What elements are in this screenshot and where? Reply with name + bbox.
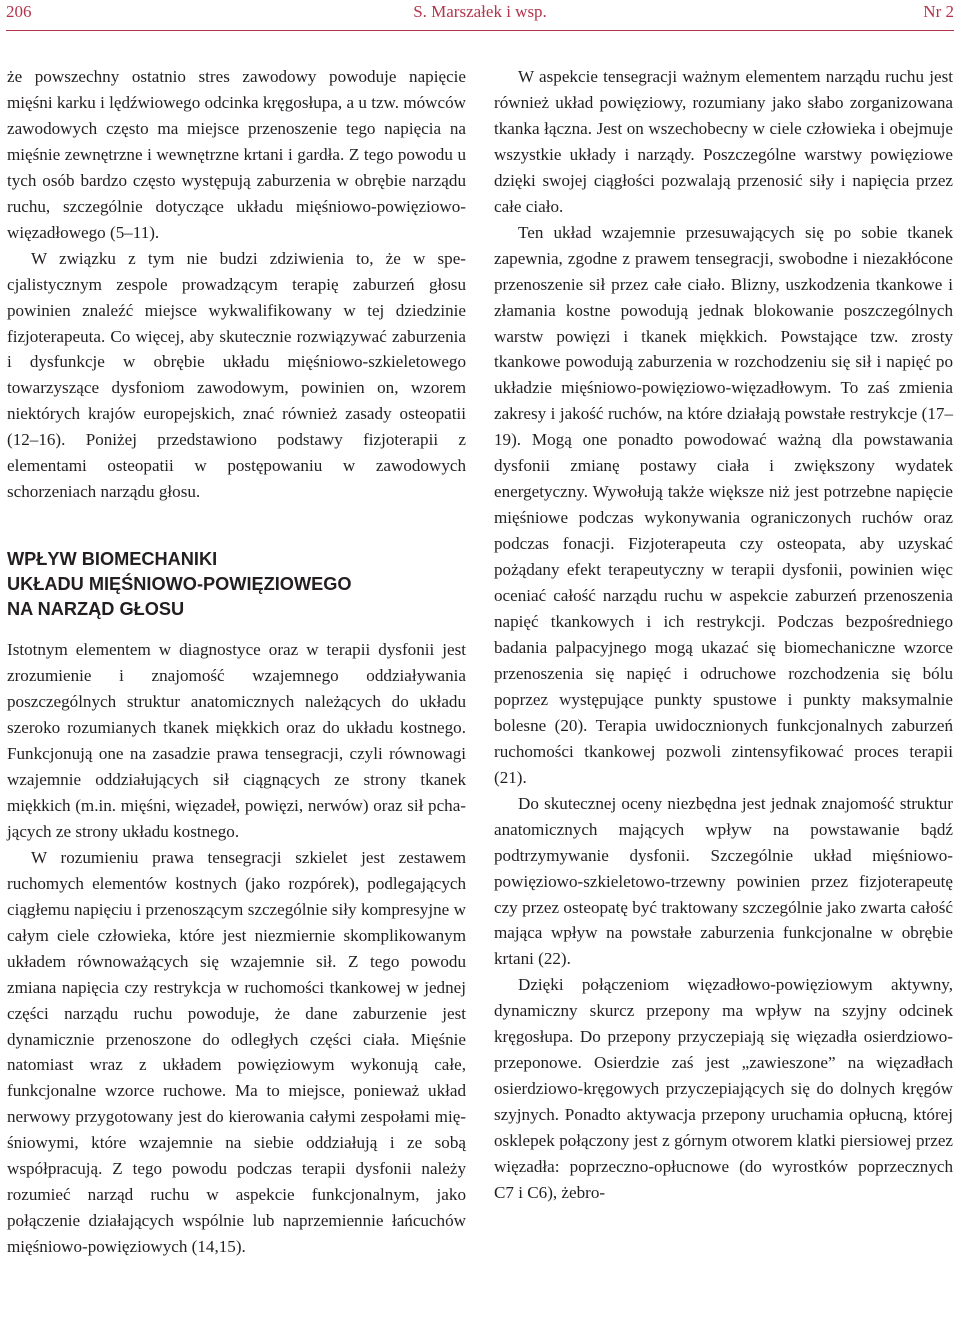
section-heading xyxy=(7,547,466,622)
section-heading-line-2: UKŁADU MIĘŚNIOWO-POWIĘZIOWEGO xyxy=(7,574,352,595)
running-header xyxy=(6,0,954,31)
left-column xyxy=(7,64,466,1260)
right-paragraph-1: W aspekcie tensegracji ważnym elementem narządu ruchu jest również układ powięziowy, rozumiany jako słabo zorganizowana tkanka łączna. Jest on wszechobecny w ciele człowieka i obejmuje wszystkie układy i narządy. Poszczególne warstwy powięziowe dzięki swojej ciągłości pozwalają przenosić siły i napięcia przez całe ciało. xyxy=(494,67,953,216)
section-heading-line-1: WPŁYW BIOMECHANIKI xyxy=(7,549,218,570)
right-column xyxy=(494,64,953,1206)
right-paragraph-4: Dzięki połączeniom więzadłowo-powięziowym aktywny, dynamiczny skurcz przepony ma wpływ na szyjny odcinek kręgosłupa. Do przepony przyczepiają się więzadła osierdziowo-przeponowe. Osierdzie zaś jest „zawieszone” na więzadłach osierdziowo-kręgowych przyczepiających się do dolnych kręgów szyjnych. Ponadto aktywacja przepony uruchamia opłucną, której osklepek połączony jest z górnym otworem klatki piersiowej przez więzadła: poprzeczno-opłucnowe (do wyrostków poprzecznych C7 i C6), żebro- xyxy=(494,975,953,1202)
left-paragraph-4: W rozumieniu prawa tensegracji szkielet jest zestawem ruchomych elementów kostnych (jako rozpórek), podlegających ciągłemu napięciu i przenoszącym szczególnie siły kompresyjne w całym ciele człowieka, które jest niezmiernie skomplikowanym układem równoważących się wzajemnie sił. Z tego powodu zmiana napięcia czy restrykcja w ruchomości tkankowej w jednej części narządu ruchu powoduje, że dane zaburzenie jest dynamicznie przenoszone do odległych części ciała. Mięśnie natomiast wraz z układem powięziowym wykonują całe, funkcjonalne wzorce ruchowe. Ma to miejsce, ponieważ układ nerwowy przygotowany jest do kierowania całymi zespołami mięśniowymi, które wzajemnie na siebie oddziałują i ze sobą współpracują. Z tego powodu podczas terapii dysfonii należy rozumieć narząd ruchu w aspekcie funkcjonalnym, jako połączenie działających wspólnie lub naprzemiennie łańcuchów mięśniowo-powięziowych (14,15). xyxy=(7,847,466,1257)
right-paragraph-2: Ten układ wzajemnie przesuwających się po sobie tkanek zapewnia, zgodne z prawem tensegracji, swobodne i niezakłócone przenoszenie sił przez całe ciało. Blizny, uszkodzenia tkankowe i złamania kostne powodują jednak blokowanie poszczególnych warstw powięzi i tkanek miękkich. Powstające tzw. zrosty tkankowe powodują zaburzenia w rozchodzeniu się sił i napięć po układzie mięśniowo-powięziowo-więzadłowym. To zaś zmienia zakresy i jakość ruchów, na które działają powstałe restrykcje (17–19). Mogą one ponadto powodować ważną dla powstawania dysfonii zmianę postawy ciała i zwiększony wydatek energetyczny. Wywołują także większe niż jest potrzebne napięcie mięśniowe podczas wykonywania ograniczonych ruchów oraz podczas fonacji. Fizjoterapeuta czy osteopata, aby uzyskać pożądany efekt terapeutyczny w terapii dysfonii, powinien więc oceniać całość narządu ruchu w aspekcie zaburzeń przenoszenia napięć tkankowych i ich restrykcji. Podczas bezpośredniego badania palpacyjnego mogą ukazać się biomechaniczne wzorce przenoszenia się napięć i odruchowe rozchodzenia się bólu poprzez występujące punkty spustowe i punkty maksymalnie bolesne (20). Terapia uwidocznionych funkcjonalnych zaburzeń ruchomości tkankowej pozwoli zintensyfikować proces terapii (21). xyxy=(494,222,953,787)
left-paragraph-3: Istotnym elementem w diagnostyce oraz w terapii dysfonii jest zrozumienie i znajomość wzajemnego oddziaływania poszczególnych struktur anatomicznych należących do układu szeroko rozumianych tkanek miękkich oraz do układu kostnego. Funkcjonują one na zasadzie prawa tensegracji, czyli równowagi wzajemnie oddziałujących sił ciągnących ze strony tkanek miękkich (m.in. mięśni, więzadeł, powięzi, nerwów) oraz sił pchających ze strony układu kostnego. xyxy=(7,640,466,841)
left-paragraph-2: W związku z tym nie budzi zdziwienia to, że w specjalistycznym zespole prowadzącym terapię zaburzeń głosu powinien znaleźć miejsce wykwalifikowany w tej dziedzinie fizjoterapeuta. Co więcej, aby skutecznie rozwiązywać zaburzenia i dysfunkcje w obrębie układu mięśniowo-szkieletowego towarzyszące dysfoniom zawodowym, powinien on, wzorem niektórych krajów europejskich, znać również zasady osteopatii (12–16). Poniżej przedstawiono podstawy fizjoterapii z elementami osteopatii w postępowaniu w zawodowych schorzeniach narządu głosu. xyxy=(7,248,466,502)
page-number: 206 xyxy=(6,2,32,21)
section-heading-line-3: NA NARZĄD GŁOSU xyxy=(7,599,185,620)
left-paragraph-1: że powszechny ostatnio stres zawodowy powoduje napięcie mięśni karku i lędźwiowego odcinka kręgosłupa, a u tzw. mówców zawodowych często ma miejsce przenoszenie tego napięcia na mięśnie zewnętrzne i wewnętrzne krtani i gardła. Z tego powodu u tych osób bardzo często występują zaburzenia w obrębie narządu ruchu, szczególnie dotyczące układu mięśniowo-powięziowo-więzadłowego (5–11). xyxy=(7,67,466,242)
issue-number: Nr 2 xyxy=(923,2,954,21)
running-header-authors: S. Marszałek i wsp. xyxy=(413,2,547,21)
right-paragraph-3: Do skutecznej oceny niezbędna jest jednak znajomość struktur anatomicznych mających wpływ na powstawanie bądź podtrzymywanie dysfonii. Szczególnie układ mięśniowo-powięziowo-szkieletowo-trzewny powinien przez fizjoterapeutę czy przez osteopatę być traktowany szczególnie jako zwarta całość mająca wpływ na powstałe zaburzenia funkcjonalne w obrębie krtani (22). xyxy=(494,793,953,969)
